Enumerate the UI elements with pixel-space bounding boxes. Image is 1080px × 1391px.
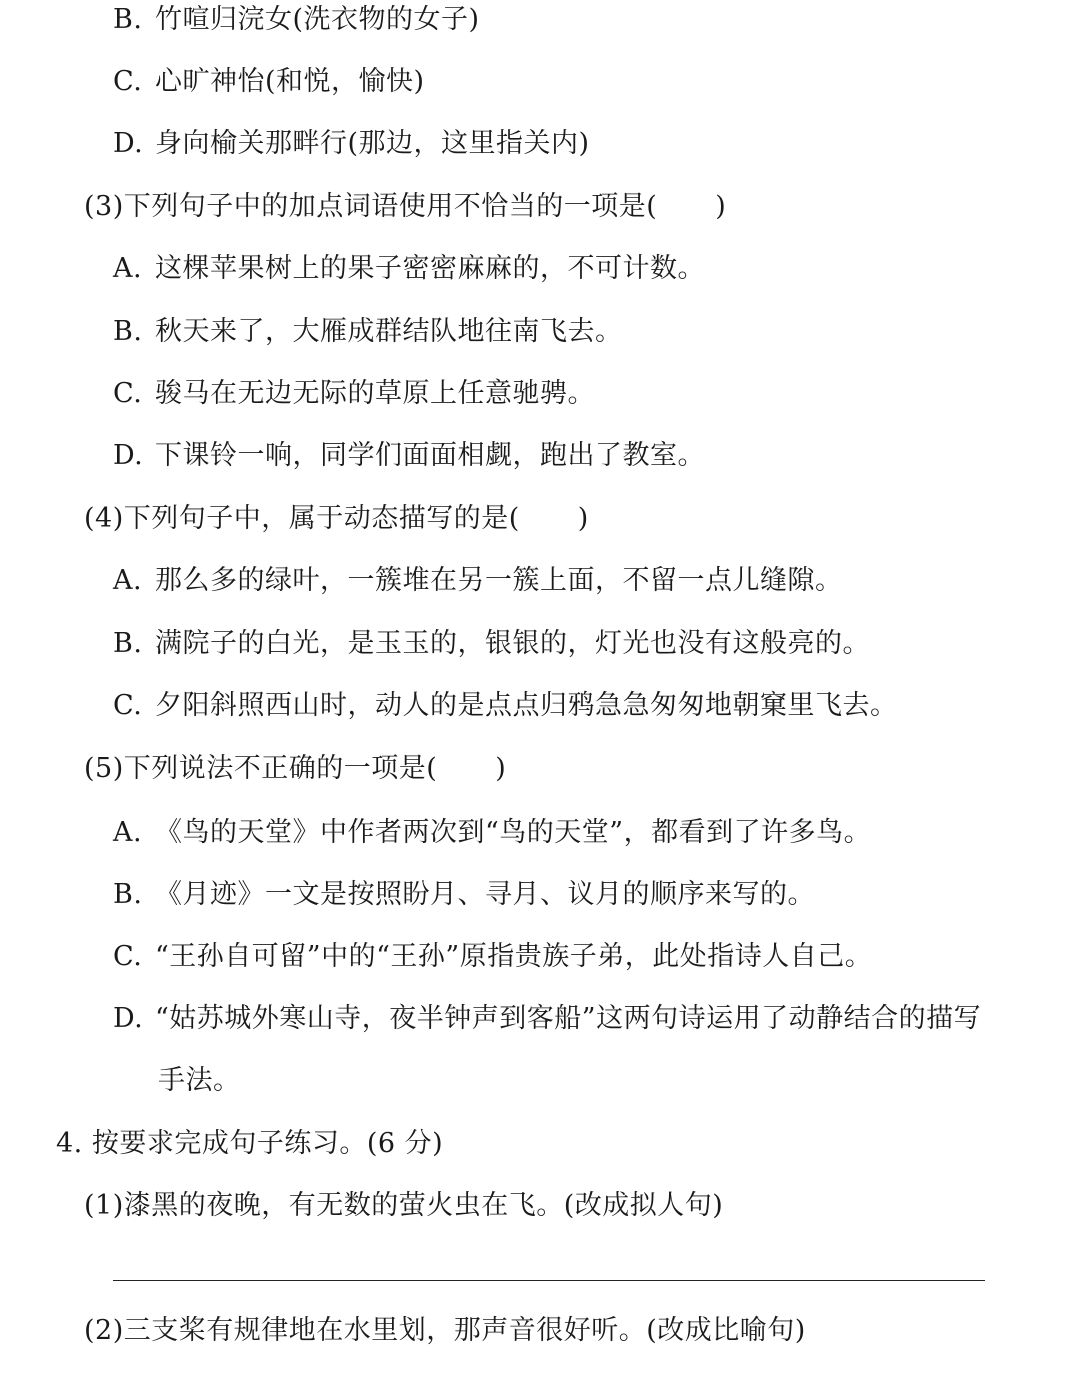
q4-option-b xyxy=(113,627,870,661)
option-text: “姑苏城外寒山寺，夜半钟声到客船”这两句诗运用了动静结合的描写 xyxy=(155,1003,982,1034)
option-text: 《月迹》一文是按照盼月、寻月、议月的顺序来写的。 xyxy=(155,879,815,910)
q5-option-b xyxy=(113,878,815,912)
option-text: 满院子的白光，是玉玉的，银银的，灯光也没有这般亮的。 xyxy=(155,628,870,659)
option-label: B. xyxy=(113,4,143,35)
option-label: A. xyxy=(113,565,143,596)
question-text: (4)下列句子中，属于动态描写的是( xyxy=(84,503,520,534)
section-4-sub2: (2)三支桨有规律地在水里划，那声音很好听。(改成比喻句) xyxy=(84,1315,806,1346)
section-4-heading: 4. 按要求完成句子练习。(6 分) xyxy=(56,1128,444,1159)
close-paren: ) xyxy=(715,191,727,222)
q3-stem xyxy=(84,190,726,224)
option-text: 心旷神怡(和悦，愉快) xyxy=(155,66,425,97)
option-label: B. xyxy=(113,316,143,347)
option-text: 竹喧归浣女(洗衣物的女子) xyxy=(155,4,480,35)
option-label: D. xyxy=(113,1003,144,1034)
option-text: 那么多的绿叶，一簇堆在另一簇上面，不留一点儿缝隙。 xyxy=(155,565,843,596)
question-text: (3)下列句子中的加点词语使用不恰当的一项是( xyxy=(84,191,658,222)
q2-option-c xyxy=(113,65,425,99)
section-4-sub1: (1)漆黑的夜晚，有无数的萤火虫在飞。(改成拟人句) xyxy=(84,1190,724,1221)
answer-line[interactable] xyxy=(113,1280,985,1281)
close-paren: ) xyxy=(495,753,507,784)
close-paren: ) xyxy=(577,503,589,534)
q2-option-d xyxy=(113,127,590,161)
option-label: C. xyxy=(113,378,143,409)
q5-stem xyxy=(84,752,506,786)
option-label: C. xyxy=(113,66,143,97)
option-label: A. xyxy=(113,253,143,284)
option-label: C. xyxy=(113,941,143,972)
q3-option-b xyxy=(113,315,623,349)
option-label: B. xyxy=(113,628,143,659)
q3-option-a xyxy=(113,252,705,286)
option-label: A. xyxy=(113,817,143,848)
option-label: D. xyxy=(113,128,144,159)
q4-stem xyxy=(84,502,589,536)
question-text: (5)下列说法不正确的一项是( xyxy=(84,753,438,784)
option-text: 夕阳斜照西山时，动人的是点点归鸦急急匆匆地朝窠里飞去。 xyxy=(155,690,898,721)
option-text: 这棵苹果树上的果子密密麻麻的，不可计数。 xyxy=(155,253,705,284)
option-text: 骏马在无边无际的草原上任意驰骋。 xyxy=(155,378,595,409)
option-text: 下课铃一响，同学们面面相觑，跑出了教室。 xyxy=(155,440,705,471)
q5-option-d-continuation: 手法。 xyxy=(158,1065,241,1096)
option-text: 秋天来了，大雁成群结队地往南飞去。 xyxy=(155,316,623,347)
option-label: D. xyxy=(113,440,144,471)
q2-option-b xyxy=(113,3,480,37)
option-text: “王孙自可留”中的“王孙”原指贵族子弟，此处指诗人自己。 xyxy=(155,941,873,972)
q5-option-c xyxy=(113,940,872,974)
q5-option-d xyxy=(113,1002,981,1036)
option-text: 身向榆关那畔行(那边，这里指关内) xyxy=(155,128,590,159)
q4-option-a xyxy=(113,564,843,598)
option-text: 《鸟的天堂》中作者两次到“鸟的天堂”，都看到了许多鸟。 xyxy=(155,817,872,848)
option-label: B. xyxy=(113,879,143,910)
q3-option-c xyxy=(113,377,595,411)
q4-option-c xyxy=(113,689,898,723)
q3-option-d xyxy=(113,439,705,473)
option-label: C. xyxy=(113,690,143,721)
q5-option-a xyxy=(113,816,871,850)
